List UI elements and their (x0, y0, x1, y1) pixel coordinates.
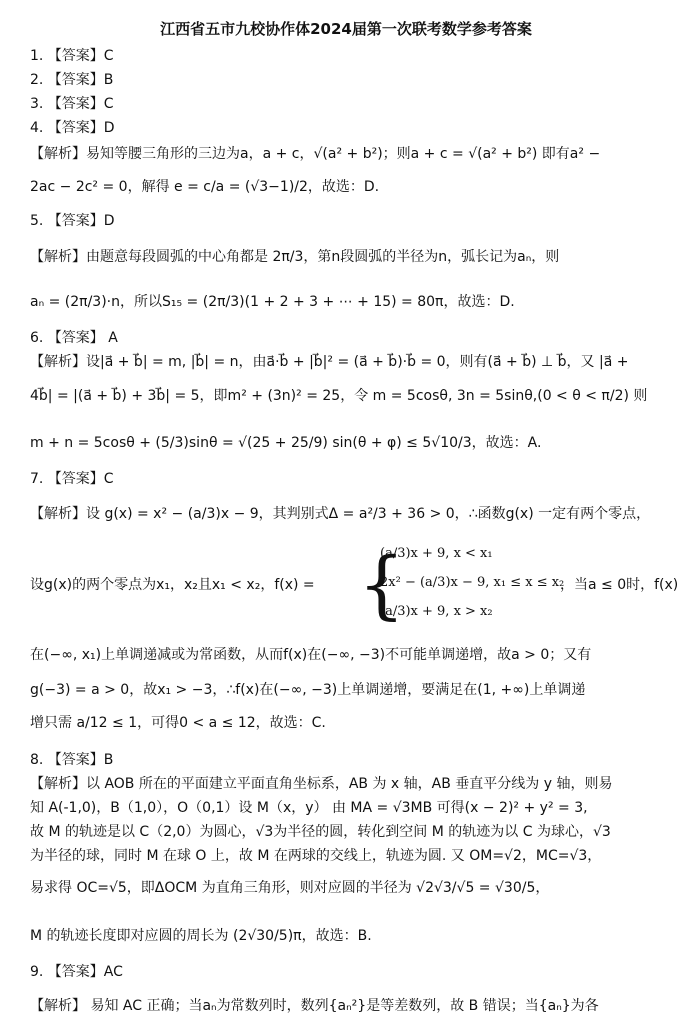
solution-8-line-3: 故 M 的轨迹是以 C（2,0）为圆心，√3为半径的圆，转化到空间 M 的轨迹为以 C 为球心，√3 (30, 824, 611, 840)
solution-7-line-4: g(−3) = a > 0，故x₁ > −3，∴f(x)在(−∞, −3)上单调递增，要满足在(1, +∞)上单调递 (30, 682, 586, 698)
solution-6-line-2: 4b⃗| = |(a⃗ + b⃗) + 3b⃗| = 5，即m² + (3n)² = 25，令 m = 5cosθ, 3n = 5sinθ,(0 < θ < π/2) 则 (30, 388, 648, 404)
piecewise-function (30, 540, 680, 630)
solution-7-line-3: 在(−∞, x₁)上单调递减或为常函数，从而f(x)在(−∞, −3)不可能单调递增，故a > 0；又有 (30, 647, 592, 663)
solution-4-line-1: 【解析】易知等腰三角形的三边为a，a + c，√(a² + b²)；则a + c = √(a² + b²) 即有a² − (30, 146, 601, 162)
piecewise-case-2: 2x² − (a/3)x − 9, x₁ ≤ x ≤ x₂ (380, 575, 565, 590)
solution-9-line-1: 【解析】 易知 AC 正确；当aₙ为常数列时，数列{aₙ²}是等差数列，故 B 错误；当{aₙ}为各 (30, 998, 599, 1014)
solution-6-line-3: m + n = 5cosθ + (5/3)sinθ = √(25 + 25/9) sin(θ + φ) ≤ 5√10/3，故选：A. (30, 435, 542, 451)
solution-6-line-1: 【解析】设|a⃗ + b⃗| = m, |b⃗| = n，由a⃗·b⃗ + |b⃗|² = (a⃗ + b⃗)·b⃗ = 0，则有(a⃗ + b⃗) ⊥ b⃗，又 |a⃗ + (30, 354, 629, 370)
piecewise-case-3: (a/3)x + 9, x > x₂ (380, 604, 493, 619)
answer-7: 7. 【答案】C (30, 471, 114, 487)
solution-8-line-1: 【解析】以 AOB 所在的平面建立平面直角坐标系，AB 为 x 轴，AB 垂直平分线为 y 轴，则易 (30, 776, 613, 792)
answer-5: 5. 【答案】D (30, 213, 115, 229)
solution-7-line-1: 【解析】设 g(x) = x² − (a/3)x − 9，其判别式Δ = a²/3 + 36 > 0，∴函数g(x) 一定有两个零点， (30, 506, 651, 522)
answer-3: 3. 【答案】C (30, 96, 114, 112)
answer-6: 6. 【答案】 A (30, 330, 118, 346)
solution-5-line-1: 【解析】由题意每段圆弧的中心角都是 2π/3，第n段圆弧的半径为n，弧长记为aₙ，则 (30, 249, 560, 265)
answer-1: 1. 【答案】C (30, 48, 114, 64)
solution-8-line-4: 为半径的球，同时 M 在球 O 上，故 M 在两球的交线上，轨迹为圆. 又 OM=√2，MC=√3， (30, 848, 602, 864)
solution-8-line-6: M 的轨迹长度即对应圆的周长为 (2√30/5)π，故选：B. (30, 928, 372, 944)
document-title: 江西省五市九校协作体2024届第一次联考数学参考答案 (160, 20, 532, 38)
answer-2: 2. 【答案】B (30, 72, 114, 88)
solution-5-line-2: aₙ = (2π/3)·n，所以S₁₅ = (2π/3)(1 + 2 + 3 + ⋯ + 15) = 80π，故选：D. (30, 294, 515, 310)
solution-8-line-5: 易求得 OC=√5，即ΔOCM 为直角三角形，则对应圆的半径为 √2√3/√5 = √30/5， (30, 880, 550, 896)
solution-7-line-2: 设g(x)的两个零点为x₁，x₂且x₁ < x₂，f(x) = (30, 577, 315, 593)
solution-4-line-2: 2ac − 2c² = 0，解得 e = c/a = (√3−1)/2，故选：D. (30, 179, 380, 195)
answer-9: 9. 【答案】AC (30, 964, 123, 980)
left-brace: { (358, 542, 406, 628)
answer-8: 8. 【答案】B (30, 752, 114, 768)
answer-4: 4. 【答案】D (30, 120, 115, 136)
solution-7-line-5: 增只需 a/12 ≤ 1，可得0 < a ≤ 12，故选：C. (30, 715, 326, 731)
solution-8-line-2: 知 A(-1,0)，B（1,0），O（0,1）设 M（x，y） 由 MA = √3MB 可得(x − 2)² + y² = 3, (30, 800, 588, 816)
solution-7-line-2-tail: ，当a ≤ 0时，f(x) (560, 577, 679, 593)
piecewise-case-1: (a/3)x + 9, x < x₁ (380, 546, 493, 561)
